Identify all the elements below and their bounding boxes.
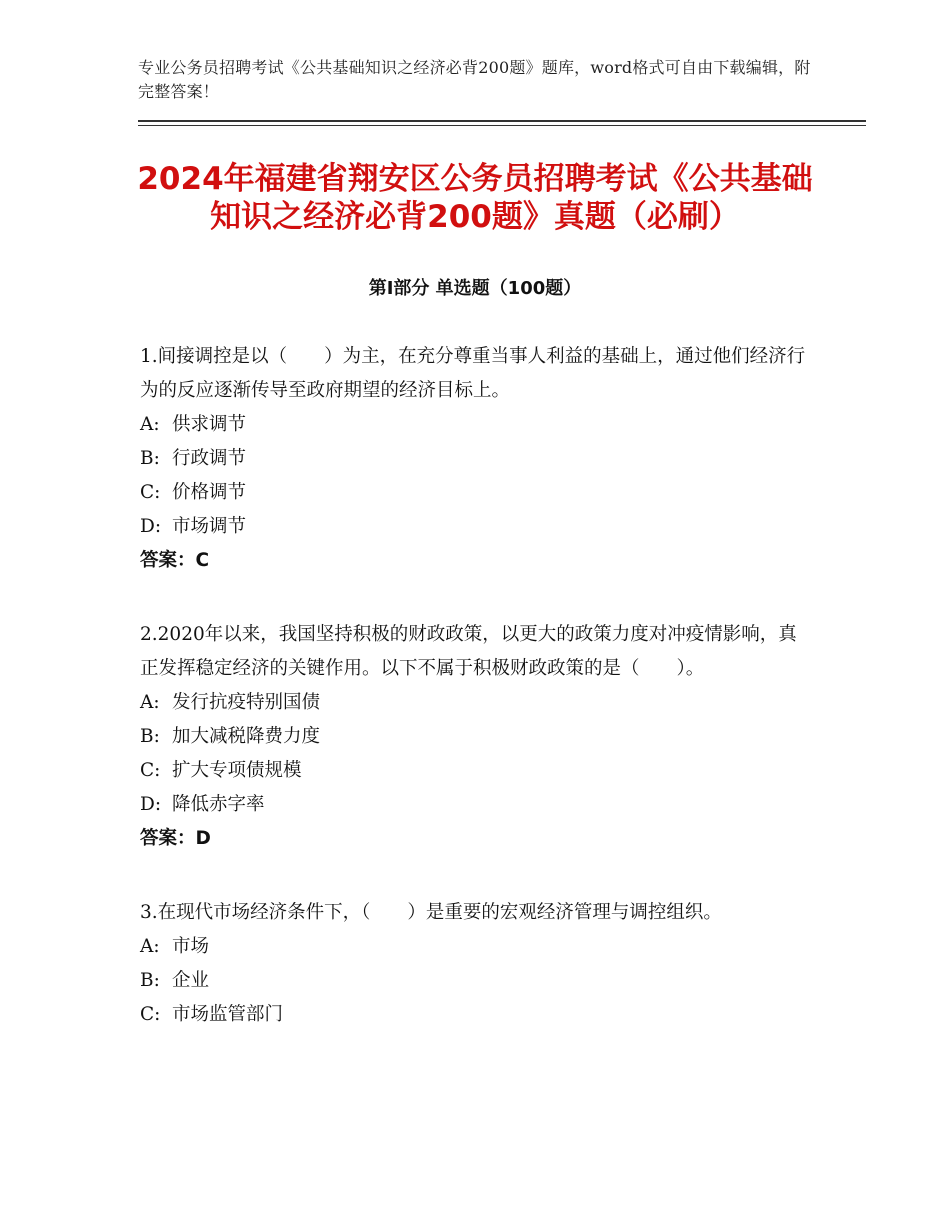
question-list	[140, 340, 808, 1072]
header-divider	[138, 120, 866, 126]
question-3	[140, 896, 808, 1032]
question-stem: 3.在现代市场经济条件下，（ ）是重要的宏观经济管理与调控组织。	[140, 902, 722, 923]
option-b	[140, 720, 808, 754]
question-2	[140, 618, 808, 856]
option-text: 企业	[172, 970, 210, 991]
option-letter: A:	[140, 414, 160, 435]
section-title: 第Ⅰ部分 单选题（100题）	[368, 278, 582, 299]
option-text: 扩大专项债规模	[172, 760, 302, 781]
option-letter: B:	[140, 448, 160, 469]
option-a	[140, 408, 808, 442]
option-a	[140, 686, 808, 720]
option-b	[140, 964, 808, 998]
option-d	[140, 510, 808, 544]
option-c	[140, 998, 808, 1032]
option-c	[140, 754, 808, 788]
option-text: 市场	[172, 936, 210, 957]
option-text: 降低赤字率	[172, 794, 265, 815]
question-stem: 2.2020年以来，我国坚持积极的财政政策，以更大的政策力度对冲疫情影响，真正发挥稳定经济的关键作用。以下不属于积极财政政策的是（ ）。	[140, 624, 797, 679]
option-text: 加大减税降费力度	[172, 726, 321, 747]
option-text: 发行抗疫特别国债	[172, 692, 321, 713]
option-letter: C:	[140, 760, 161, 781]
option-letter: B:	[140, 970, 160, 991]
option-b	[140, 442, 808, 476]
header-note: 专业公务员招聘考试《公共基础知识之经济必背200题》题库，word格式可自由下载编辑，附完整答案！	[138, 58, 811, 101]
option-letter: B:	[140, 726, 160, 747]
question-stem: 1.间接调控是以（ ）为主，在充分尊重当事人利益的基础上，通过他们经济行为的反应逐渐传导至政府期望的经济目标上。	[140, 346, 806, 401]
option-letter: C:	[140, 1004, 161, 1025]
option-d	[140, 788, 808, 822]
document-title: 2024年福建省翔安区公务员招聘考试《公共基础知识之经济必背200题》真题（必刷）	[137, 161, 813, 235]
option-a	[140, 930, 808, 964]
option-letter: A:	[140, 936, 160, 957]
option-letter: A:	[140, 692, 160, 713]
answer-label: 答案：D	[140, 828, 211, 849]
option-text: 供求调节	[172, 414, 247, 435]
option-text: 市场调节	[172, 516, 247, 537]
option-letter: D:	[140, 516, 162, 537]
question-1	[140, 340, 808, 578]
option-text: 价格调节	[172, 482, 247, 503]
option-letter: D:	[140, 794, 162, 815]
option-text: 行政调节	[172, 448, 247, 469]
answer-label: 答案：C	[140, 550, 210, 571]
option-c	[140, 476, 808, 510]
option-letter: C:	[140, 482, 161, 503]
option-text: 市场监管部门	[172, 1004, 284, 1025]
